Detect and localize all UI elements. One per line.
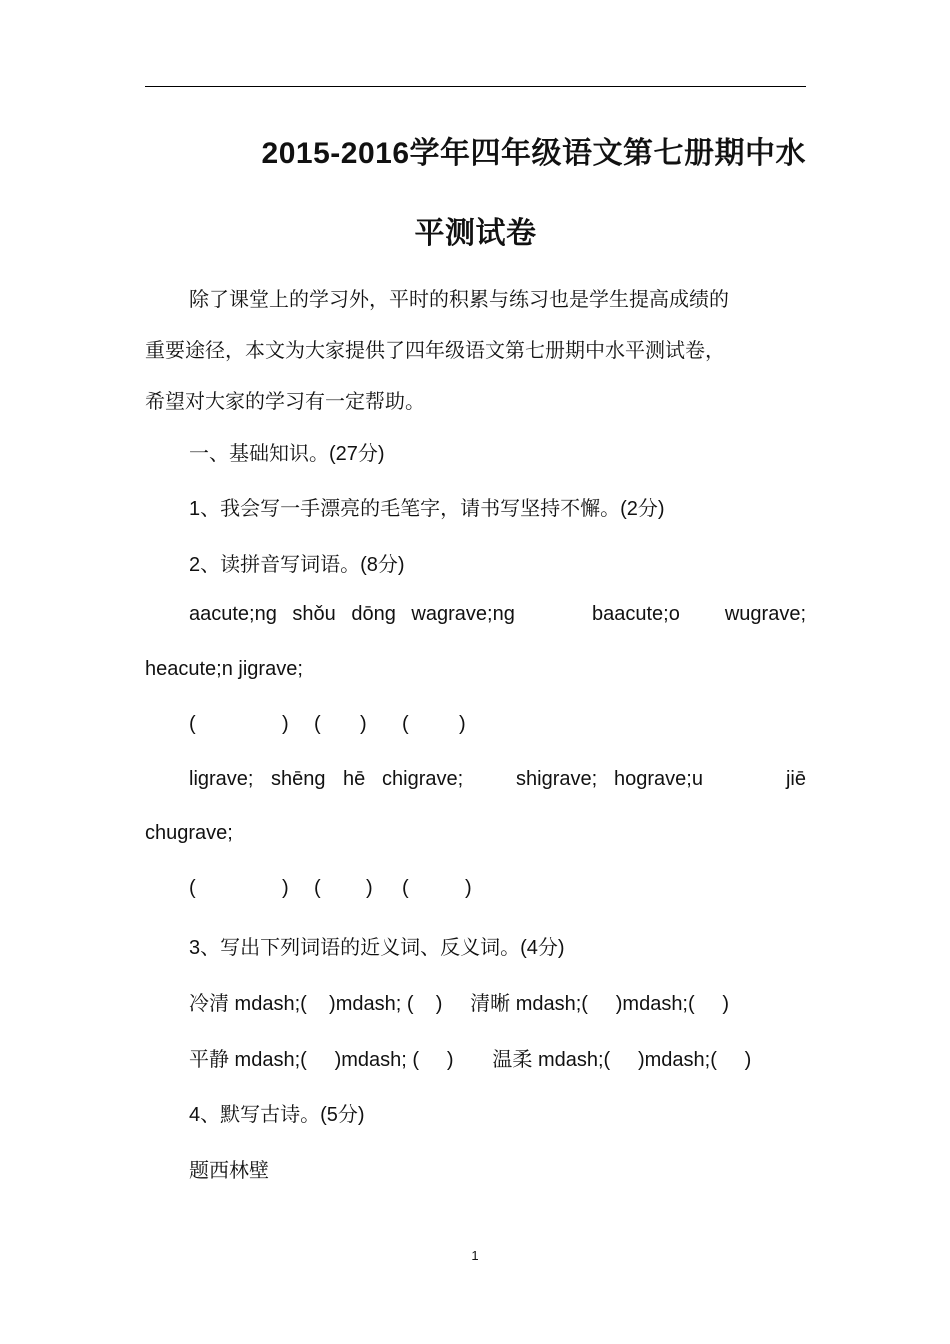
pinyin-item: dōng [351,603,396,625]
paren-open: ( [402,713,409,735]
paren-close: ) [360,713,367,735]
pinyin-item: shigrave; [516,768,598,790]
question-4: 4、默写古诗。(5分) [189,1104,365,1126]
paren-close: ) [465,877,472,899]
pinyin-item: ligrave; [189,768,254,790]
paren-open: ( [189,713,196,735]
pinyin-row-2-continued: chugrave; [145,822,233,844]
paren-close: ) [366,877,373,899]
synonym-antonym-row-1: 冷清 mdash;( )mdash; ( ) 清晰 mdash;( )mdash;( ) [189,993,730,1015]
intro-paragraph-line1: 除了课堂上的学习外，平时的积累与练习也是学生提高成绩的 [189,289,729,311]
pinyin-item: aacute;ng [189,603,277,625]
pinyin-item: chigrave; [382,768,464,790]
intro-paragraph-line2: 重要途径，本文为大家提供了四年级语文第七册期中水平测试卷， [145,340,725,362]
document-title-line2: 平测试卷 [414,217,537,250]
paren-close: ) [459,713,466,735]
question-3: 3、写出下列词语的近义词、反义词。(4分) [189,937,565,959]
header-rule [145,86,806,87]
pinyin-row-1-continued: heacute;n jigrave; [145,658,303,680]
question-1: 1、我会写一手漂亮的毛笔字，请书写坚持不懈。(2分) [189,498,665,520]
paren-open: ( [314,713,321,735]
pinyin-item: baacute;o [592,603,680,625]
page-number: 1 [471,1248,479,1263]
synonym-antonym-row-2: 平静 mdash;( )mdash; ( ) 温柔 mdash;( )mdash;( ) [189,1049,752,1071]
paren-open: ( [314,877,321,899]
paren-open: ( [189,877,196,899]
pinyin-item: wagrave;ng [411,603,515,625]
pinyin-item: hograve;u [614,768,703,790]
section-basic-knowledge: 一、基础知识。(27分) [189,443,385,465]
pinyin-row-1 [189,603,806,626]
poem-title: 题西林壁 [189,1160,269,1182]
paren-close: ) [282,877,289,899]
paren-close: ) [282,713,289,735]
question-2: 2、读拼音写词语。(8分) [189,554,405,576]
pinyin-item: shēng [271,768,326,790]
document-title-line1: 2015-2016学年四年级语文第七册期中水 [261,137,806,170]
pinyin-item: wugrave; [724,603,806,625]
pinyin-item: jiē [785,768,806,790]
pinyin-item: hē [343,768,366,790]
intro-paragraph-line3: 希望对大家的学习有一定帮助。 [145,391,425,413]
pinyin-item: shǒu [292,603,336,625]
paren-open: ( [402,877,409,899]
